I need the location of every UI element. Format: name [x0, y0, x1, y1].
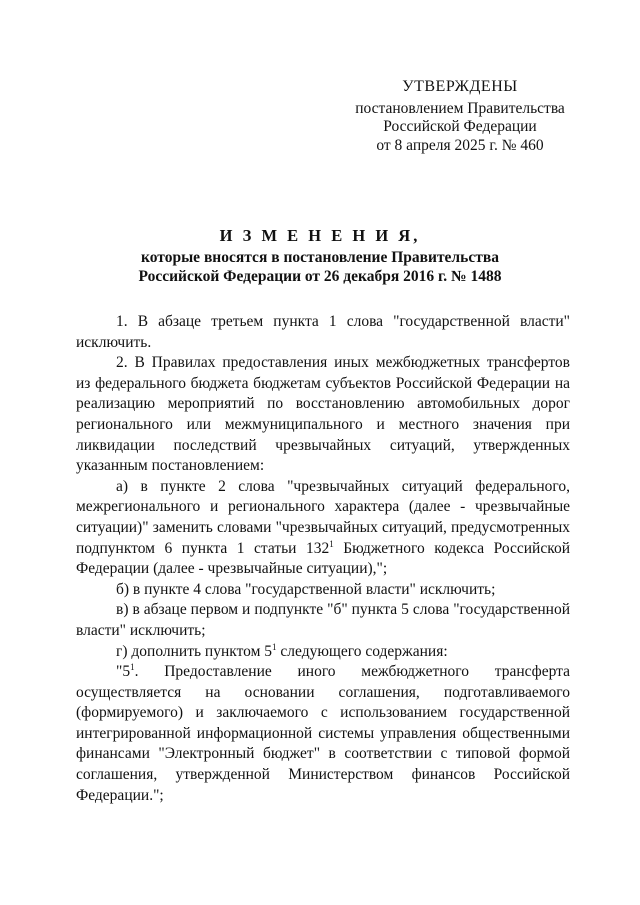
- approval-line-1: постановлением Правительства: [355, 99, 565, 117]
- document-title: И З М Е Н Е Н И Я,: [219, 226, 421, 245]
- approval-line-2: Российской Федерации: [383, 118, 537, 135]
- paragraph-1: 1. В абзаце третьем пункта 1 слова "государственной власти" исключить.: [76, 313, 570, 351]
- document-body: [76, 312, 570, 806]
- paragraph-5-1: [76, 662, 570, 806]
- paragraph-b: б) в пункте 4 слова "государственной власти" исключить;: [116, 580, 496, 598]
- paragraph-5-1-text-2: . Предоставление иного межбюджетного трансферта осуществляется на основании соглашения, подготавливаемого (формируемого) и заключаемого с использованием государственной интегрированной информационной системы управления общественными финансами "Электронный бюджет" в соответствии с типовой формой соглашения, утвержденной Министерством финансов Российской Федерации.";: [76, 663, 570, 804]
- paragraph-a: [76, 477, 570, 580]
- paragraph-a-text-1: а) в пункте 2 слова "чрезвычайных ситуаций федерального, межрегионального и регионального характера (далее - чрезвычайные ситуации)" заменить словами "чрезвычайных ситуаций, предусмотренных подпунктом 6 пункта 1 статьи 132: [76, 477, 570, 557]
- paragraph-g-text-1: г) дополнить пунктом 5: [116, 642, 273, 660]
- paragraph-v: в) в абзаце первом и подпункте "б" пункта 5 слова "государственной власти" исключить;: [76, 601, 570, 639]
- subtitle-line-2: Российской Федерации от 26 декабря 2016 г. № 1488: [138, 268, 502, 285]
- paragraph-2: 2. В Правилах предоставления иных межбюджетных трансфертов из федерального бюджета бюджетам субъектов Российской Федерации на реализацию мероприятий по восстановлению автомобильных дорог регионального или межмуниципального и местного значения при ликвидации последствий чрезвычайных ситуаций, утвержденных указанным постановлением:: [76, 354, 570, 475]
- paragraph-5-1-superscript: 1: [130, 662, 135, 673]
- paragraph-5-1-text-1: "5: [116, 663, 131, 681]
- paragraph-a-superscript: 1: [329, 538, 334, 549]
- approval-stamp-title: УТВЕРЖДЕНЫ: [402, 78, 518, 95]
- paragraph-g: [76, 642, 570, 663]
- paragraph-a-text-2: Бюджетного кодекса Российской Федерации (далее - чрезвычайные ситуации),";: [76, 539, 570, 578]
- document-subtitle: [60, 248, 580, 286]
- paragraph-g-superscript: 1: [272, 641, 277, 652]
- approval-block: [330, 78, 590, 155]
- subtitle-line-1: которые вносятся в постановление Правительства: [141, 249, 499, 266]
- paragraph-g-text-2: следующего содержания:: [276, 642, 448, 660]
- approval-line-3: от 8 апреля 2025 г. № 460: [376, 136, 544, 154]
